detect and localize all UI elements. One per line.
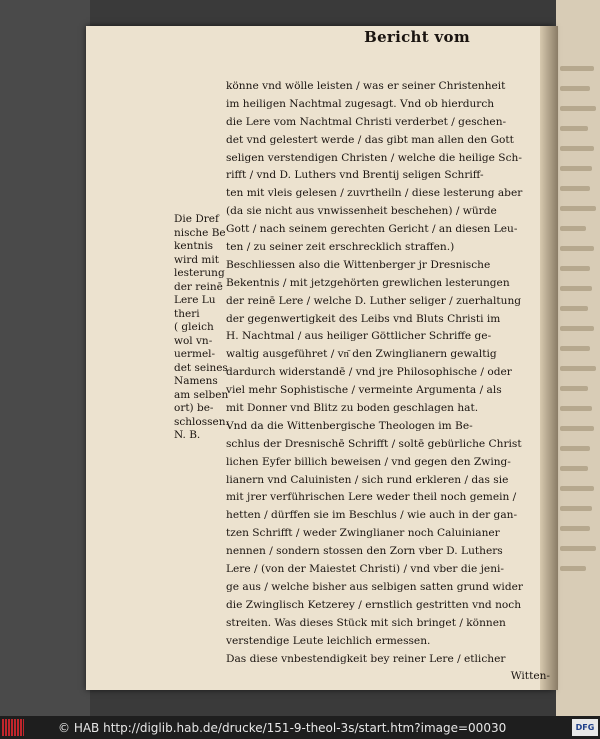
text-line: hetten / dürffen sie im Beschlus / wie auch in der gan-	[226, 509, 518, 522]
text-line: ten / zu seiner zeit erschrecklich straffen.)	[226, 241, 455, 254]
text-line: Vnd da die Wittenbergische Theologen im Be-	[226, 419, 473, 432]
margin-note-line: kentnis	[174, 240, 214, 252]
hab-logo-icon	[2, 719, 24, 736]
text-line: (da sie nicht aus vnwissenheit beschehen) / würde	[226, 205, 497, 218]
margin-note-line: lesterung	[174, 267, 225, 279]
text-line: nennen / sondern stossen den Zorn vber D. Luthers	[226, 545, 503, 558]
text-line: Lere / (von der Maiestet Christi) / vnd vber die jeni-	[226, 563, 504, 576]
text-line: tzen Schrifft / weder Zwinglianer noch Caluinianer	[226, 527, 500, 540]
viewer-footer	[0, 716, 600, 739]
text-line: waltig ausgeführet / vn͂ den Zwinglianern gewaltig	[226, 348, 497, 361]
text-line: Gott / nach seinem gerechten Gericht / an diesen Leu-	[226, 223, 518, 236]
text-line: H. Nachtmal / aus heiliger Göttlicher Schriffe ge-	[226, 330, 492, 343]
margin-note-line: uermel-	[174, 348, 216, 360]
margin-note-line: det seines	[174, 361, 228, 374]
body-text	[226, 78, 550, 686]
margin-note-line: am selben	[174, 388, 229, 401]
margin-note-line: schlossen.	[174, 415, 229, 428]
text-line: ge aus / welche bisher aus selbigen satten grund wider	[226, 580, 523, 593]
margin-note-line: ort) be-	[174, 402, 214, 414]
text-line: der gegenwertigkeit des Leibs vnd Bluts Christi im	[226, 312, 501, 325]
margin-note-line: Lere Lu	[174, 294, 216, 306]
margin-note-line: theri	[174, 307, 200, 320]
text-line: dardurch widerstandē / vnd jre Philosophische / oder	[226, 366, 512, 379]
text-line: verstendige Leute leichlich ermessen.	[226, 634, 431, 647]
text-line: rifft / vnd D. Luthers vnd Brentij seligen Schriff-	[226, 169, 484, 182]
text-line: die Lere vom Nachtmal Christi verderbet / geschen-	[226, 115, 507, 128]
text-line: im heiligen Nachtmal zugesagt. Vnd ob hierdurch	[226, 97, 495, 110]
running-head: Bericht vom	[364, 28, 470, 46]
margin-note-line: Die Dref	[174, 213, 219, 225]
dfg-logo-icon: DFG	[572, 719, 598, 736]
text-line: Beschliessen also die Wittenberger jr Dresnische	[226, 258, 491, 271]
text-line: mit jrer verführischen Lere weder theil noch gemein /	[226, 491, 517, 504]
text-line: schlus der Dresnischē Schrifft / soltē gebürliche Christ	[226, 437, 522, 450]
text-line: Das diese vnbestendigkeit bey reiner Lere / etlicher	[226, 652, 506, 665]
text-line: lichen Eyfer billich beweisen / vnd gegen den Zwing-	[226, 455, 511, 468]
text-line: streiten. Was dieses Stück mit sich bringet / können	[226, 616, 506, 629]
margin-note-line: Namens	[174, 375, 218, 387]
copyright-link[interactable]: © HAB http://diglib.hab.de/drucke/151-9-theol-3s/start.htm?image=00030	[58, 720, 507, 735]
margin-note-line: wol vn-	[174, 334, 213, 347]
margin-note-line: nische Be	[174, 226, 226, 239]
catchword: Witten-	[510, 670, 550, 683]
margin-note-line: N. B.	[174, 429, 201, 441]
facing-page-edge	[556, 0, 600, 716]
text-line: mit Donner vnd Blitz zu boden geschlagen hat.	[226, 402, 479, 415]
margin-note	[174, 213, 228, 443]
margin-note-line: wird mit	[174, 253, 219, 266]
text-line: det vnd gelestert werde / das gibt man allen den Gott	[226, 133, 514, 146]
text-line: Bekentnis / mit jetzgehörten grewlichen lesterungen	[226, 276, 510, 289]
text-line: könne vnd wölle leisten / was er seiner Christenheit	[226, 80, 506, 92]
text-line: die Zwinglisch Ketzerey / ernstlich gestritten vnd noch	[226, 598, 522, 611]
margin-note-line: der reinē	[174, 280, 223, 293]
text-line: der reinē Lere / welche D. Luther seliger / zuerhaltung	[226, 294, 522, 307]
page-left-margin	[0, 0, 90, 716]
text-line: viel mehr Sophistische / vermeinte Argumenta / als	[226, 384, 502, 397]
margin-note-line: ( gleich	[174, 321, 214, 333]
text-line: lianern vnd Caluinisten / sich rund erkleren / das sie	[226, 473, 509, 486]
text-line: ten mit vleis gelesen / zuvrtheiln / diese lesterung aber	[226, 187, 523, 200]
text-line: seligen verstendigen Christen / welche die heilige Sch-	[226, 151, 522, 164]
